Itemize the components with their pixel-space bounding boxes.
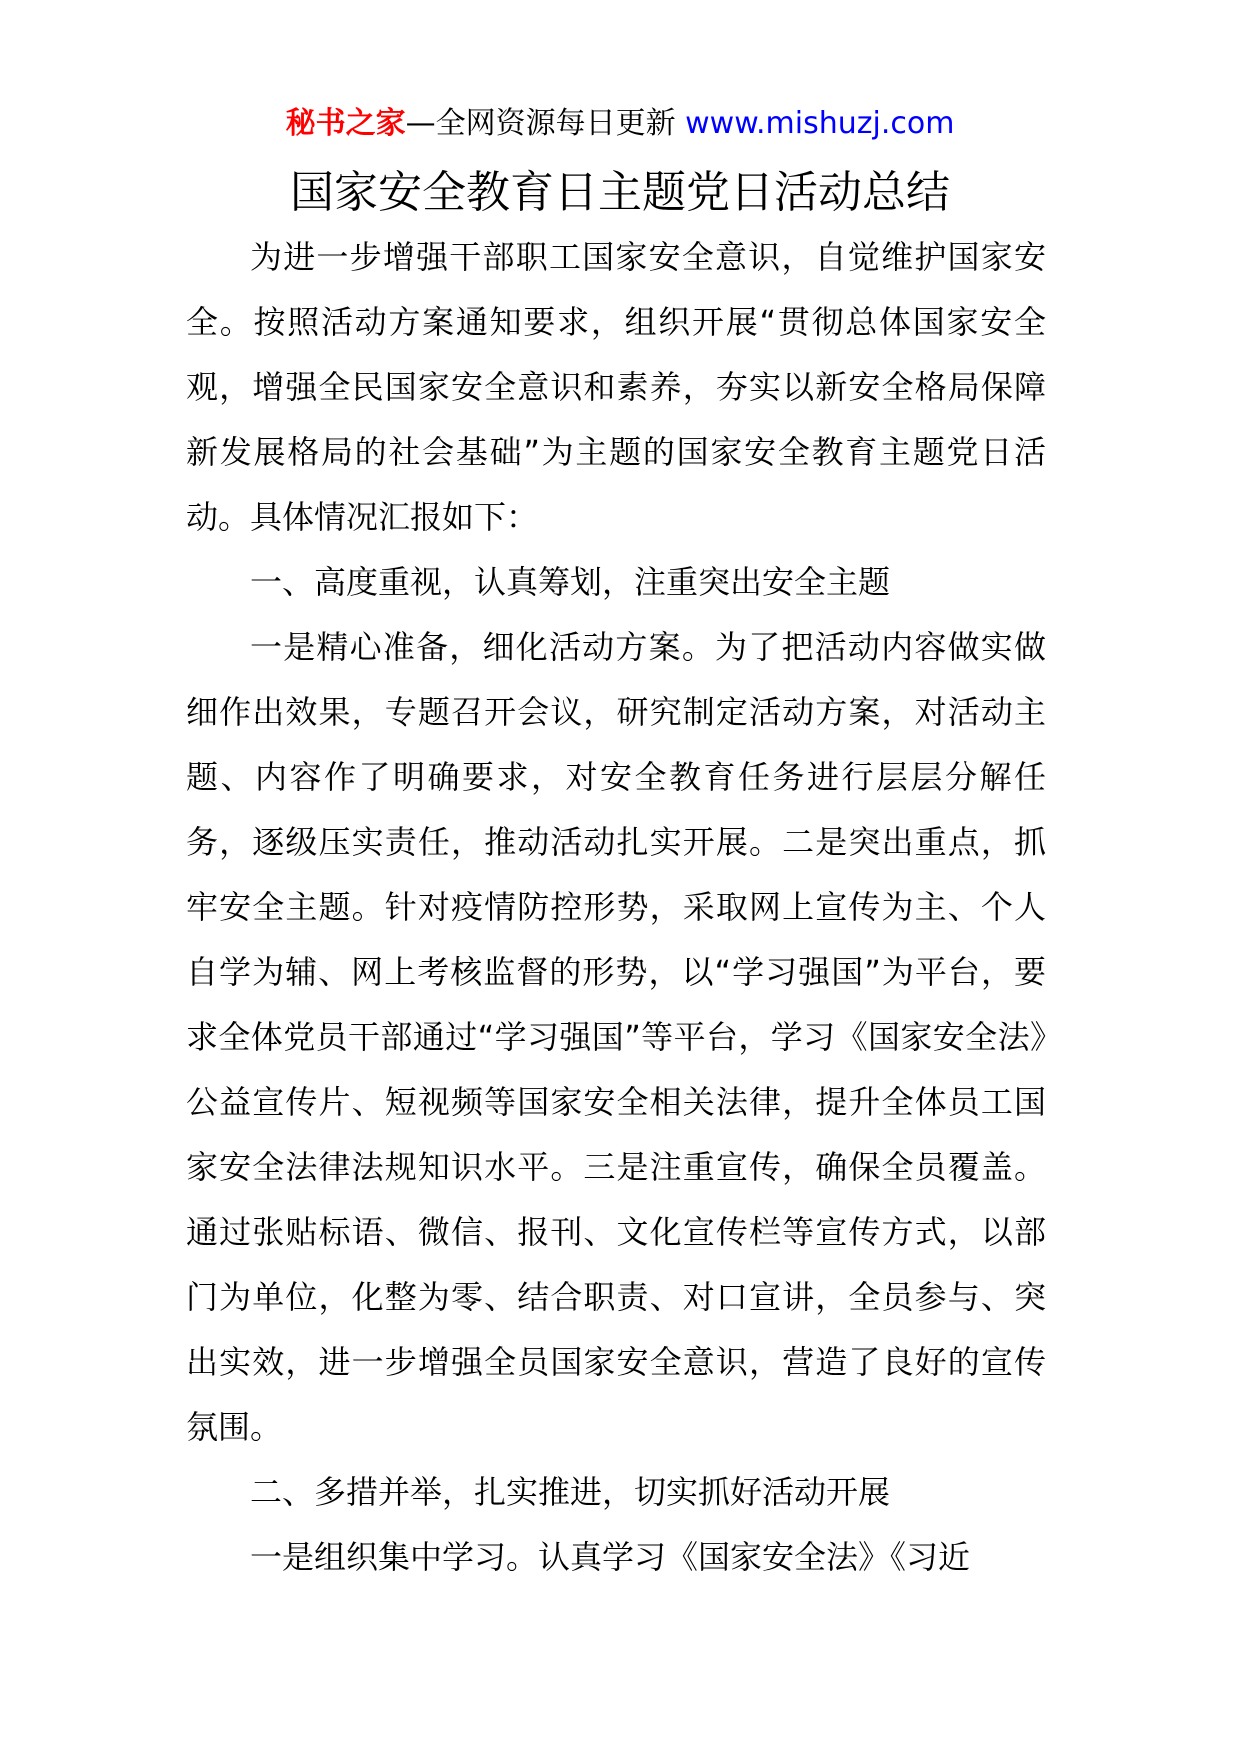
- section-2-paragraph: 一是组织集中学习。认真学习《国家安全法》《习近: [250, 1538, 971, 1576]
- section-heading-2: 二、多措并举，扎实推进，切实抓好活动开展: [250, 1473, 891, 1511]
- site-url: www.mishuzj.com: [685, 106, 955, 141]
- site-header: [0, 100, 1240, 148]
- section-heading-1: 一、高度重视，认真筹划，注重突出安全主题: [250, 563, 891, 601]
- brand-name: 秘书之家: [285, 106, 406, 141]
- document-body: [186, 225, 1046, 1590]
- section-1-paragraph: 一是精心准备，细化活动方案。为了把活动内容做实做细作出效果，专题召开会议，研究制定活动方案，对活动主题、内容作了明确要求，对安全教育任务进行层层分解任务，逐级压实责任，推动活动扎实开展。二是突出重点，抓牢安全主题。针对疫情防控形势，采取网上宣传为主、个人自学为辅、网上考核监督的形势，以“学习强国”为平台，要求全体党员干部通过“学习强国”等平台，学习《国家安全法》公益宣传片、短视频等国家安全相关法律，提升全体员工国家安全法律法规知识水平。三是注重宣传，确保全员覆盖。通过张贴标语、微信、报刊、文化宣传栏等宣传方式，以部门为单位，化整为零、结合职责、对口宣讲，全员参与、突出实效，进一步增强全员国家安全意识，营造了良好的宣传氛围。: [186, 628, 1046, 1446]
- document-title: 国家安全教育日主题党日活动总结: [290, 167, 950, 218]
- intro-paragraph: 为进一步增强干部职工国家安全意识，自觉维护国家安全。按照活动方案通知要求，组织开展“贯彻总体国家安全观，增强全民国家安全意识和素养，夯实以新安全格局保障新发展格局的社会基础”为主题的国家安全教育主题党日活动。具体情况汇报如下：: [186, 238, 1046, 536]
- brand-tagline: —全网资源每日更新: [405, 106, 686, 141]
